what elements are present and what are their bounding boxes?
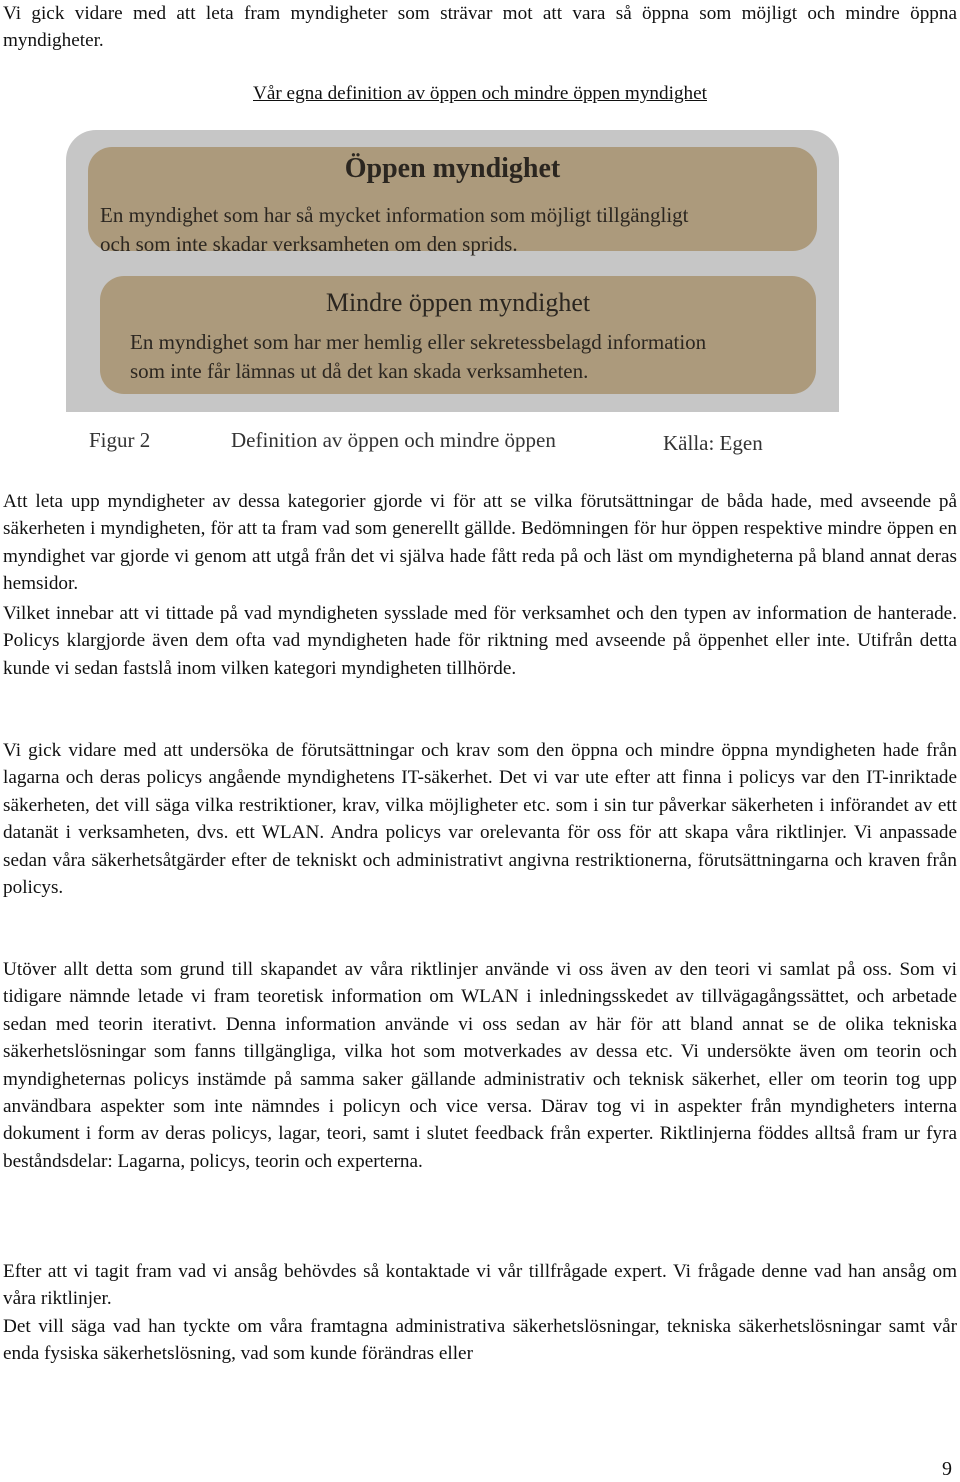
less-open-authority-line-1: En myndighet som har mer hemlig eller sekretessbelagd information	[130, 330, 707, 354]
paragraph-4: Utöver allt detta som grund till skapandet av våra riktlinjer använde vi oss även av den teori vi samlat på oss. Som vi tidigare nämnde letade vi fram teoretisk information om WLAN i inledningsskedet av tillvägagångssättet, och arbetade sedan med teorin iterativt. Denna information använde vi oss sedan av här för att bland annat se de olika tekniska säkerhetslösningar som fanns tillgängliga, vilka hot som motverkades av dessa etc. Vi undersökte även om teorin och myndigheternas policys instämde på samma saker gällande administrativ och teknisk säkerhet, eller om teorin tog upp användbara aspekter som inte nämndes i policyn och vice versa. Därav tog vi in aspekter från myndigheters interna dokument i form av deras policys, lagar, teori, samt i slutet feedback från experter. Riktlinjerna föddes alltså fram ur fyra beståndsdelar: Lagarna, policys, teorin och experterna.	[3, 959, 957, 1172]
paragraph-3: Vi gick vidare med att undersöka de förutsättningar och krav som den öppna och mindre öppna myndigheten hade från lagarna och deras policys angående myndighetens IT-säkerhet. Det vi var ute efter att finna i policys var den IT-inriktade säkerheten, det vill säga vilka restriktioner, krav, vilka möjligheter etc. som i sin tur påverkar säkerheten i införandet av ett datanät i verksamheten, dvs. ett WLAN. Andra policys var orelevanta för oss för att skapa våra riktlinjer. Vi anpassade sedan våra säkerhetsåtgärder efter de tekniskt och administrativt angivna restriktionerna, förutsättningarna och kraven från policys.	[3, 740, 957, 899]
paragraph-6: Det vill säga vad han tyckte om våra framtagna administrativa säkerhetslösningar, tekniska säkerhetslösningar samt vår enda fysiska säkerhetslösning, vad som kunde förändras eller	[3, 1316, 957, 1365]
figure-label: Figur 2	[89, 428, 151, 452]
paragraph-1: Att leta upp myndigheter av dessa kategorier gjorde vi för att se vilka förutsättningar de båda hade, med avseende på säkerheten i myndigheten, för att ta fram vad som generellt gällde. Bedömningen för hur öppen respektive mindre öppen en myndighet var gjorde vi genom att utgå från det vi själva hade fått reda på och läst om myndigheterna på bland annat deras hemsidor.	[3, 491, 957, 595]
less-open-authority-box	[100, 276, 816, 394]
paragraph-5: Efter att vi tagit fram vad vi ansåg behövdes så kontaktade vi vår tillfrågade expert. Vi frågade denne vad han ansåg om våra riktlinjer.	[3, 1261, 957, 1310]
definition-figure	[66, 130, 839, 412]
less-open-authority-title: Mindre öppen myndighet	[325, 288, 591, 317]
less-open-authority-line-2: som inte får lämnas ut då det kan skada verksamheten.	[130, 359, 589, 383]
open-authority-title: Öppen myndighet	[344, 153, 561, 184]
figure-caption: Definition av öppen och mindre öppen	[231, 428, 556, 452]
open-authority-text	[100, 201, 689, 259]
open-authority-line-2: och som inte skadar verksamheten om den sprids.	[100, 232, 518, 256]
figure-source: Källa: Egen	[663, 431, 763, 455]
figure-title: Vår egna definition av öppen och mindre öppen myndighet	[253, 83, 707, 104]
paragraph-2: Vilket innebar att vi tittade på vad myndigheten sysslade med för verksamhet och den typen av information de hanterade. Policys klargjorde även dem ofta vad myndigheten hade för riktning med avseende på öppenhet eller inte. Utifrån detta kunde vi sedan fastslå inom vilken kategori myndigheten tillhörde.	[3, 603, 957, 679]
open-authority-box	[88, 147, 817, 256]
page-number: 9	[942, 1458, 952, 1480]
less-open-authority-text	[130, 328, 706, 386]
intro-paragraph: Vi gick vidare med att leta fram myndigheter som strävar mot att vara så öppna som möjligt och mindre öppna myndigheter.	[3, 3, 957, 52]
open-authority-line-1: En myndighet som har så mycket information som möjligt tillgängligt	[100, 203, 689, 227]
